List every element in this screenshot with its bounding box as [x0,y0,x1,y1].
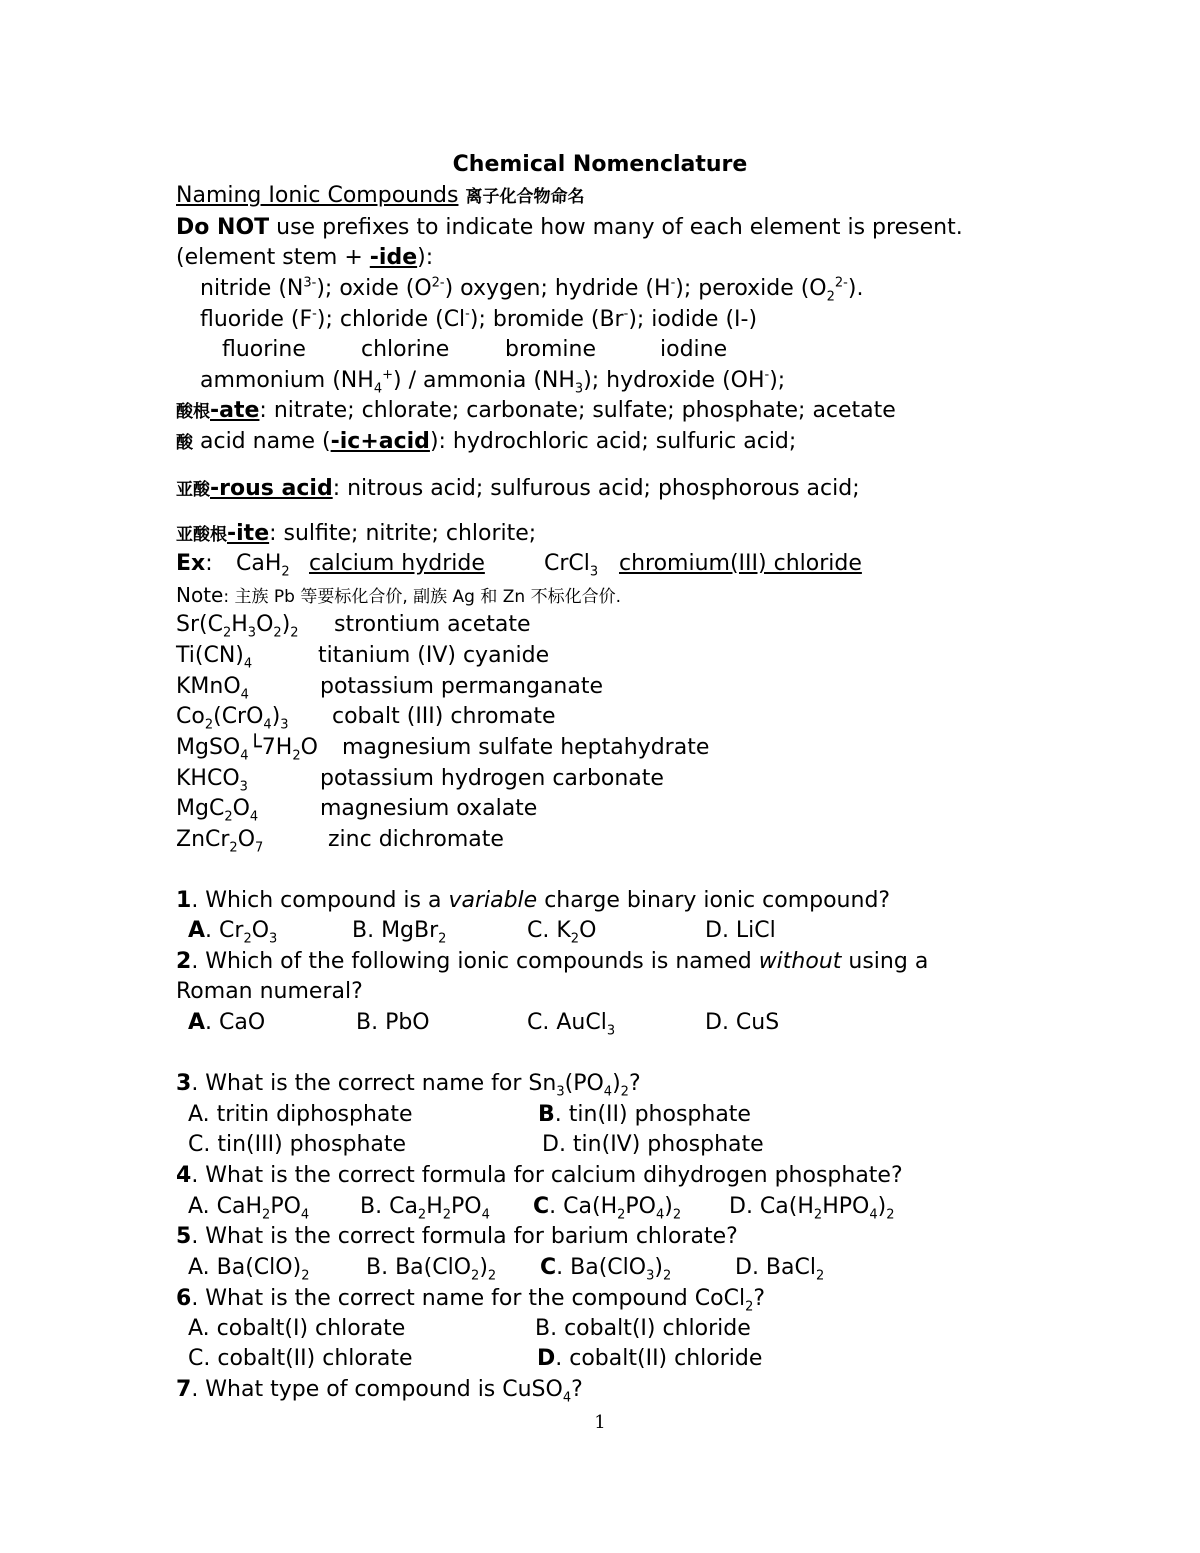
formula [544,549,598,579]
option-b [538,1100,751,1130]
ide-rule [176,243,433,273]
text-run: C. K [527,918,571,943]
question-number: 6 [176,1286,192,1311]
text-run: . Ba(ClO [556,1255,647,1280]
question-2 [176,947,928,977]
text-run: B. MgBr [352,918,439,943]
formula: $MgSO_4└7H_2O$ [176,735,318,764]
superscript: - [670,275,676,291]
option-d: D. LiCl [705,918,776,943]
text-run: CaH [236,551,282,576]
option-b: B. MgBr$_2$ [352,918,447,947]
emphasis: variable [448,888,538,913]
text-run: . CaO [205,1010,266,1035]
chinese-label: 亚酸 [176,480,210,500]
rous-acid-rule [176,474,860,505]
option-c: C. tin(III) phosphate [188,1132,407,1157]
text-run: ). [847,276,864,301]
compound-name: potassium hydrogen carbonate [320,766,664,791]
text-run: D. Ca(H [729,1194,814,1219]
element-name: fluorine [222,337,306,362]
superscript: - [623,306,629,322]
superscript: 3- [303,275,317,291]
option-d: D. BaCl$_2$ [735,1255,825,1284]
text-run: fluoride (F [200,307,313,332]
text-run: (PO [564,1071,604,1096]
ide-rule-prefix: (element stem + [176,245,370,270]
subscript: 3 [574,381,584,397]
question-6: 6. What is the correct name for the compound CoCl$_2$? [176,1286,766,1315]
option-d [537,1344,762,1374]
superscript: - [764,367,770,383]
question-number: 7 [176,1377,192,1402]
text-run: . Which of the following ionic compounds is named [191,949,759,974]
text-run: ); [769,368,786,393]
compound-name: zinc dichromate [328,827,504,852]
text-run: charge binary ionic compound? [537,888,891,913]
ate-suffix: -ate [210,398,260,423]
question-number: 1 [176,888,192,913]
ate-rule [176,396,896,427]
text-run: ammonium (NH [200,368,374,393]
text-run: ); hydroxide (OH [583,368,765,393]
text-run: ); chloride (Cl [316,307,466,332]
acid-rule [176,427,796,458]
chinese-label: 亚酸根 [176,525,227,545]
note-text: : 主族 Pb 等要标化合价, 副族 Ag 和 Zn 不标化合价. [223,587,621,607]
text-run: . What is the correct name for the compound CoCl [191,1286,746,1311]
question-7: 7. What type of compound is CuSO$_4$? [176,1377,583,1406]
subscript: 2 [281,564,290,580]
compound-name: strontium acetate [334,612,531,637]
question-number: 4 [176,1163,192,1188]
text-run: ? [753,1286,766,1311]
text-run: O [579,918,597,943]
acid-examples: ): hydrochloric acid; sulfuric acid; [429,429,797,454]
text-run: . What is the correct formula for calcium dihydrogen phosphate? [191,1163,903,1188]
text-run: ); oxide (O [316,276,432,301]
answer-letter: C [533,1194,550,1219]
ite-suffix: -ite [227,521,270,546]
formula: $Co_2(CrO_4)_3$ [176,704,289,733]
text-run: B. Ba(ClO [366,1255,472,1280]
section-heading [176,181,584,212]
text-run: ); bromide (Br [469,307,624,332]
ite-rule [176,519,536,550]
option-b: B. $Ba(ClO_2)_2$ [366,1255,497,1284]
element-name: iodine [660,337,728,362]
text-run: ) / ammonia (NH [393,368,575,393]
text-run: B. Ca [360,1194,418,1219]
question-number: 5 [176,1224,192,1249]
formula: KMnO$_4$ [176,674,249,703]
option-a: A. $Cr_2O_3$ [188,918,278,947]
text-run: CrCl [544,551,590,576]
option-b: B. PbO [356,1010,430,1035]
emphasis: without [758,949,842,974]
option-d: D. tin(IV) phosphate [542,1132,764,1157]
superscript: - [312,306,317,322]
note-line [176,580,621,612]
ate-examples: : nitrate; chlorate; carbonate; sulfate; phosphate; acetate [259,398,896,423]
formula: $MgC_2O_4$ [176,796,259,825]
option-c: C. $K_2O$ [527,918,597,947]
polyatomic-line [200,366,785,396]
ide-suffix: -ide [369,245,418,270]
option-c: C. $Ba(ClO_3)_2$ [540,1255,672,1284]
formula [236,549,290,579]
section-heading-text: Naming Ionic Compounds [176,183,459,208]
formula: $Ti(CN)_4$ [176,643,253,672]
superscript: 2- [834,275,848,291]
compound-name: titanium (IV) cyanide [318,643,550,668]
question-number: 3 [176,1071,192,1096]
text-run: . What is the correct formula for barium chlorate? [191,1224,738,1249]
formula: $ZnCr_2O_7$ [176,827,264,856]
option-c: C. $Ca(H_2PO_4)_2$ [533,1194,682,1223]
rule-text: use prefixes to indicate how many of each element is present. [269,215,963,240]
compound-name: potassium permanganate [320,674,603,699]
superscript: - [465,306,470,322]
text-run: A. Ba(ClO) [188,1255,302,1280]
formula: $KHCO_3$ [176,766,248,795]
section-heading-cn: 离子化合物命名 [465,187,585,207]
note-label: Note [176,583,224,607]
question-3: 3. What is the correct name for $Sn_3(PO_4)_2$? [176,1071,641,1100]
text-run: using a [841,949,929,974]
text-run: C. AuCl [527,1010,607,1035]
text-run: ); iodide (I-) [628,307,758,332]
ite-examples: : sulfite; nitrite; chlorite; [269,521,537,546]
option-a: A. cobalt(I) chlorate [188,1316,406,1341]
answer-letter: C [540,1255,557,1280]
text-run: D. BaCl [735,1255,816,1280]
compound-name: calcium hydride [309,551,485,576]
question-number: 2 [176,949,192,974]
answer-letter: A [188,918,206,943]
option-a: A. tritin diphosphate [188,1102,413,1127]
text-run: ) [612,1071,621,1096]
question-5 [176,1222,738,1252]
subscript: 3 [589,564,599,580]
option-c: C. cobalt(II) chlorate [188,1346,413,1371]
option-a: A. $Ba(ClO)_2$ [188,1255,310,1284]
text-run: nitride (N [200,276,304,301]
rule-emphasis: Do NOT [176,215,270,240]
ide-rule-suffix: ): [417,245,434,270]
anion-line-1 [200,274,863,304]
compound-name: cobalt (III) chromate [332,704,556,729]
question-4 [176,1161,903,1191]
option-b: B. $Ca_2H_2PO_4$ [360,1194,490,1223]
option-d: D. CuS [705,1010,780,1035]
answer-letter: D [537,1346,556,1371]
option-d: D. $Ca(H_2HPO_4)_2$ [729,1194,895,1223]
text-run: acid name ( [193,429,331,454]
compound-name: magnesium sulfate heptahydrate [342,735,710,760]
answer-letter: B [538,1102,555,1127]
text-run: . Which compound is a [191,888,449,913]
rous-acid-examples: : nitrous acid; sulfurous acid; phosphorous acid; [332,476,860,501]
page-title: Chemical Nomenclature [452,152,748,177]
text-run: . Cr [205,918,244,943]
element-name: bromine [505,337,597,362]
text-run: ? [571,1377,583,1402]
text-run: : [205,551,213,576]
question-1 [176,886,890,916]
text-run: ) oxygen; hydride (H [444,276,671,301]
text-run: . What type of compound is CuSO [191,1377,563,1402]
chinese-label: 酸 [176,433,193,453]
superscript: 2- [431,275,445,291]
chinese-label: 酸根 [176,402,210,422]
example-label: Ex [176,551,206,576]
rous-acid-suffix: -rous acid [210,476,333,501]
question-2-continued: Roman numeral? [176,979,363,1004]
compound-name: magnesium oxalate [320,796,538,821]
prefix-rule [176,213,963,243]
text-run: . tin(II) phosphate [554,1102,751,1127]
text-run: ? [628,1071,641,1096]
compound-name: chromium(III) chloride [619,551,862,576]
page-number: 1 [594,1412,606,1433]
subscript: 2 [826,289,835,305]
text-run: . Ca(H [549,1194,618,1219]
formula: $Sr(C_2H_3O_2)_2$ [176,612,299,641]
superscript: + [382,367,393,383]
text-run: . cobalt(II) chloride [555,1346,763,1371]
option-a: A. $CaH_2PO_4$ [188,1194,310,1223]
example-label-group [176,549,213,579]
option-c: C. AuCl$_3$ [527,1010,616,1039]
text-run: . What is the correct name for Sn [191,1071,557,1096]
text-run: A. CaH [188,1194,263,1219]
anion-line-2 [200,305,757,335]
text-run: ); peroxide (O [675,276,827,301]
option-b: B. cobalt(I) chloride [535,1316,751,1341]
ic-acid-suffix: -ic+acid [330,429,430,454]
option-a [188,1008,265,1038]
answer-letter: A [188,1010,206,1035]
subscript: 4 [373,381,383,397]
element-name: chlorine [361,337,450,362]
